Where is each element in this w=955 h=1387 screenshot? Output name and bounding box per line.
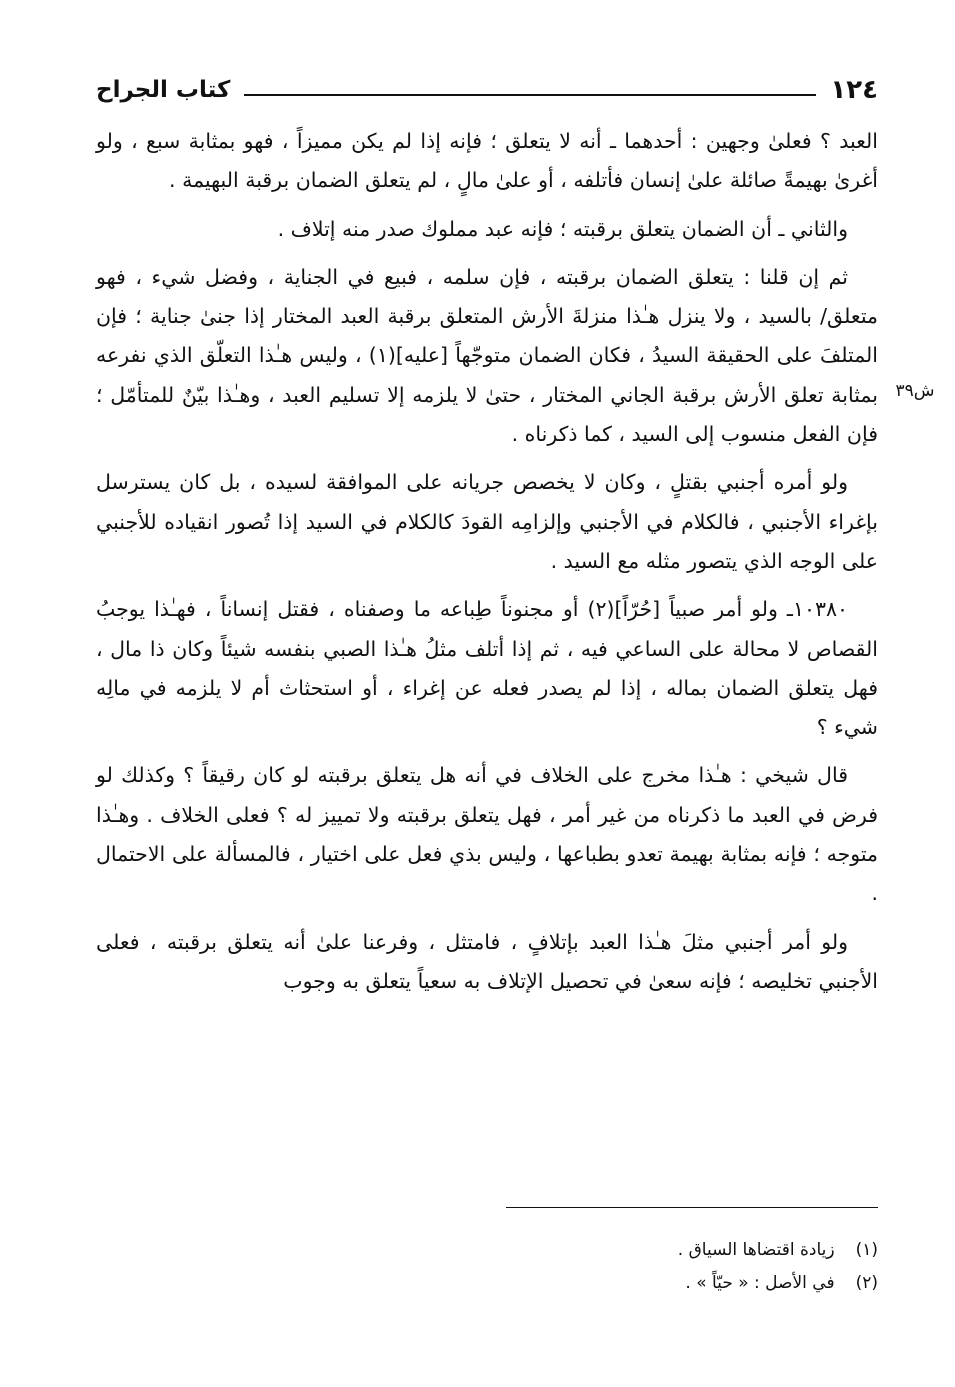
paragraph-6 bbox=[96, 756, 878, 913]
main-text bbox=[96, 122, 878, 1010]
header-rule bbox=[244, 94, 816, 96]
footnote-number: (٢) bbox=[855, 1273, 878, 1293]
paragraph-4 bbox=[96, 463, 878, 581]
page-header bbox=[96, 70, 878, 110]
footnote-text: زيادة اقتضاها السياق . bbox=[677, 1240, 835, 1260]
footnotes bbox=[96, 1234, 878, 1300]
footnote-text: في الأصل : « حيّاً » . bbox=[685, 1273, 835, 1293]
book-title: كتاب الجراح bbox=[96, 77, 231, 103]
footnote-separator bbox=[506, 1207, 878, 1208]
page-number: ١٢٤ bbox=[830, 75, 878, 105]
paragraph-7 bbox=[96, 923, 878, 1002]
paragraph-5 bbox=[96, 590, 878, 747]
paragraph-3 bbox=[96, 258, 878, 454]
paragraph-text: قال شيخي : هـٰذا مخرج على الخلاف في أنه هل يتعلق برقبته لو كان رقيقاً ؟ وكذلك لو فرض في العبد ما ذكرناه من غير أمر ، فهل يتعلق برقبته ولا تمييز له ؟ فعلى الخلاف . وهـٰذا متوجه ؛ فإنه بمثابة بهيمة تعدو بطباعها ، وليس بذي فعل على اختيار ، فالمسألة على الاحتمال . bbox=[96, 763, 878, 906]
footnote-1 bbox=[96, 1234, 878, 1267]
footnote-number: (١) bbox=[855, 1240, 878, 1260]
paragraph-text: والثاني ـ أن الضمان يتعلق برقبته ؛ فإنه عبد مملوك صدر منه إتلاف . bbox=[277, 216, 848, 241]
margin-reference: ش٣٩ bbox=[895, 381, 935, 401]
paragraph-text: ثم إن قلنا : يتعلق الضمان برقبته ، فإن سلمه ، فبيع في الجناية ، وفضل شيء ، فهو متعلق/ بالسيد ، ولا ينزل هـٰذا منزلةَ الأرش المتعلق برقبة العبد المختار إذا جنىٰ جناية ؛ فإن المتلفَ على الحقيقة السيدُ ، فكان الضمان متوجّهاً [عليه](١) ، وليس هـٰذا التعلّق الذي نفرعه بمثابة تعلق الأرش برقبة الجاني المختار ، حتىٰ لا يلزمه إلا تسليم العبد ، وهـٰذا بيّنٌ للمتأمّل ؛ فإن الفعل منسوب إلى السيد ، كما ذكرناه . bbox=[96, 264, 878, 447]
paragraph-text: ١٠٣٨٠ـ ولو أمر صبياً [حُرّاً](٢) أو مجنوناً طِباعه ما وصفناه ، فقتل إنساناً ، فهـٰذا يوجبُ القصاص لا محالة على الساعي فيه ، ثم إذا أتلف مثلُ هـٰذا الصبي بنفسه شيئاً وكان ذا مال ، فهل يتعلق الضمان بماله ، إذا لم يصدر فعله عن إغراء ، أو استحثاث أم لا يلزمه في مالِه شيء ؟ bbox=[96, 597, 878, 740]
paragraph-text: العبد ؟ فعلىٰ وجهين : أحدهما ـ أنه لا يتعلق ؛ فإنه إذا لم يكن مميزاً ، فهو بمثابة سبع ، ولو أغرىٰ بهيمةً صائلة علىٰ إنسان فأتلفه ، أو علىٰ مالٍ ، لم يتعلق الضمان برقبة البهيمة . bbox=[96, 129, 878, 193]
paragraph-1 bbox=[96, 122, 878, 201]
footnote-2 bbox=[96, 1267, 878, 1300]
paragraph-text: ولو أمره أجنبي بقتلٍ ، وكان لا يخصص جريانه على الموافقة لسيده ، بل كان يسترسل بإغراء الأجنبي ، فالكلام في الأجنبي وإلزامِه القودَ كالكلام في السيد إذا تُصور انقياده للأجنبي على الوجه الذي يتصور مثله مع السيد . bbox=[96, 470, 878, 573]
paragraph-text: ولو أمر أجنبي مثلَ هـٰذا العبد بإتلافٍ ، فامتثل ، وفرعنا علىٰ أنه يتعلق برقبته ، فعلى الأجنبي تخليصه ؛ فإنه سعىٰ في تحصيل الإتلاف به سعياً يتعلق به وجوب bbox=[96, 929, 878, 993]
paragraph-2 bbox=[96, 210, 878, 249]
